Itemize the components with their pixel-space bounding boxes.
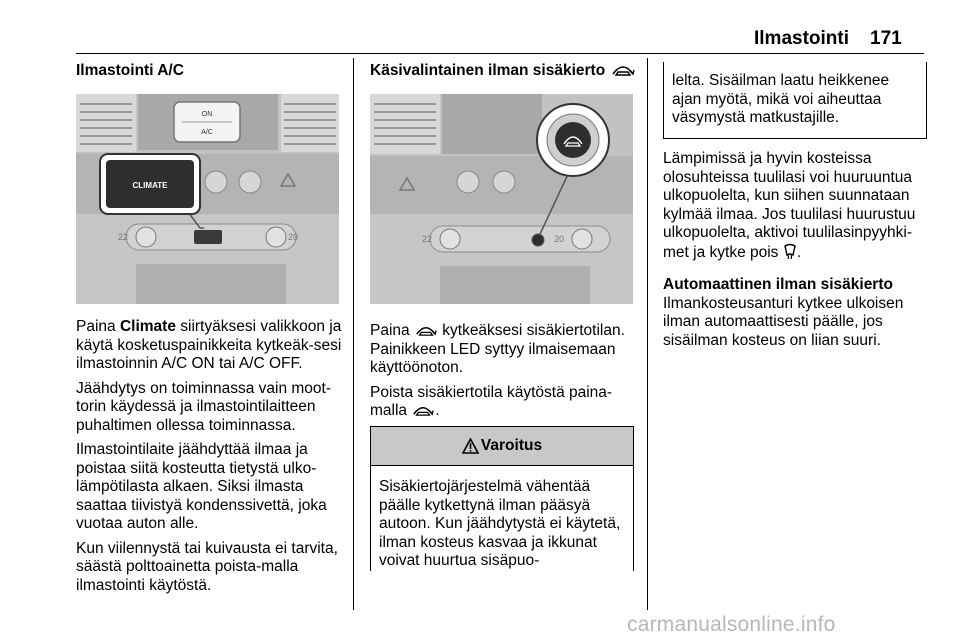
heading-text: Käsivalintainen ilman sisäkierto [370, 62, 606, 79]
recirculation-car-icon [414, 324, 438, 337]
figure-label-ac: A/C [201, 129, 213, 136]
paragraph-cooling: Jäähdytys on toiminnassa vain moot-torin käydessä ja ilmastointilaitteen puhaltimen ollessa toiminnassa. [76, 379, 332, 434]
column-2-body [370, 322, 638, 421]
text: Paina [76, 318, 120, 335]
warning-triangle-icon [462, 438, 479, 454]
header-rule [76, 53, 924, 54]
column-3-body [663, 150, 931, 350]
column-divider-1 [353, 58, 354, 610]
text: siirtyäksesi valikkoon ja käytä kosketuspainikkeita kytkeäk-sesi ilmastoinnin A/C ON tai A/C OFF. [76, 318, 342, 372]
column-1-body [76, 318, 344, 595]
paragraph-humidity-sensor: Ilmankosteusanturi kytkee ulkoisen ilman automaattisesti päälle, jos sisäilman kosteus on liian suuri. [663, 294, 904, 349]
warning-body: Sisäkiertojärjestelmä vähentää päälle kytkettynä ilman pääsyä autoon. Kun jäähdytystä ei käytetä, ilman kosteus kasvaa ja ikkunat voivat huurtua sisäpuo- [379, 478, 621, 569]
warning-box-continued [663, 62, 927, 139]
paragraph-windshield-fog [663, 150, 931, 262]
text: Lämpimissä ja hyvin kosteissa olosuhteissa tuulilasi voi huuruuntua ulkopuolelta, kun siihen suunnataan kylmää ilmaa. Jos tuulilasi huurustuu ulkopuolelta, aktivoi tuulilasinpyyhki-met ja kytke pois [663, 150, 916, 261]
figure-label-on: ON [201, 111, 213, 118]
windshield-icon [783, 243, 797, 259]
page-number: 171 [870, 28, 902, 49]
climate-panel-illustration [76, 94, 339, 304]
figure-temp-right: 20 [554, 234, 565, 244]
figure-recirculation-button [370, 94, 633, 304]
paragraph-recirculation-on [370, 322, 638, 378]
figure-temp-left: 22 [117, 232, 128, 242]
warning-title: Varoitus [480, 437, 543, 454]
figure-temp-right: 20 [288, 232, 299, 242]
text: . [796, 243, 802, 261]
figure-temp-left: 22 [421, 234, 432, 244]
section-heading-recirculation [370, 62, 638, 81]
text: Poista sisäkiertotila käytöstä paina-malla [370, 383, 613, 419]
chapter-title: Ilmastointi [754, 28, 850, 49]
figure-label-climate: CLIMATE [132, 181, 168, 190]
paragraph-fuel-saving: Kun viilennystä tai kuivausta ei tarvita, säästä polttoainetta poista-malla ilmastointi käytöstä. [76, 539, 338, 594]
recirculation-car-icon [610, 63, 636, 77]
column-divider-2 [647, 58, 648, 610]
warning-continued-text: lelta. Sisäilman laatu heikkenee ajan myötä, mikä voi aiheuttaa väsymystä matkustajille. [672, 72, 890, 126]
climate-term: Climate [119, 318, 176, 335]
page-header [0, 0, 960, 56]
text: . [435, 402, 440, 419]
paragraph-climate [76, 318, 344, 374]
recirculation-panel-illustration [370, 94, 633, 304]
section-heading-ac: Ilmastointi A/C [76, 62, 184, 79]
text: kytkeäksesi sisäkiertotilan. Painikkeen LED syttyy ilmaisemaan käyttöönoton. [370, 322, 625, 376]
warning-header [371, 427, 633, 466]
paragraph-condensation: Ilmastointilaite jäähdyttää ilmaa ja poistaa siitä kosteutta tietystä ulko-lämpötilasta alkaen. Siksi ilmasta saattaa tiivistyä kondenssivettä, joka vuotaa auton alle. [76, 441, 327, 532]
section-heading-auto-recirculation: Automaattinen ilman sisäkierto [663, 276, 893, 293]
paragraph-recirculation-off [370, 384, 638, 421]
column-2 [370, 62, 638, 81]
watermark: carmanualsonline.info [627, 613, 836, 636]
figure-climate-panel [76, 94, 339, 304]
recirculation-car-icon [411, 404, 435, 417]
text: Paina [370, 322, 414, 339]
warning-box [370, 426, 634, 571]
column-1 [76, 62, 344, 81]
